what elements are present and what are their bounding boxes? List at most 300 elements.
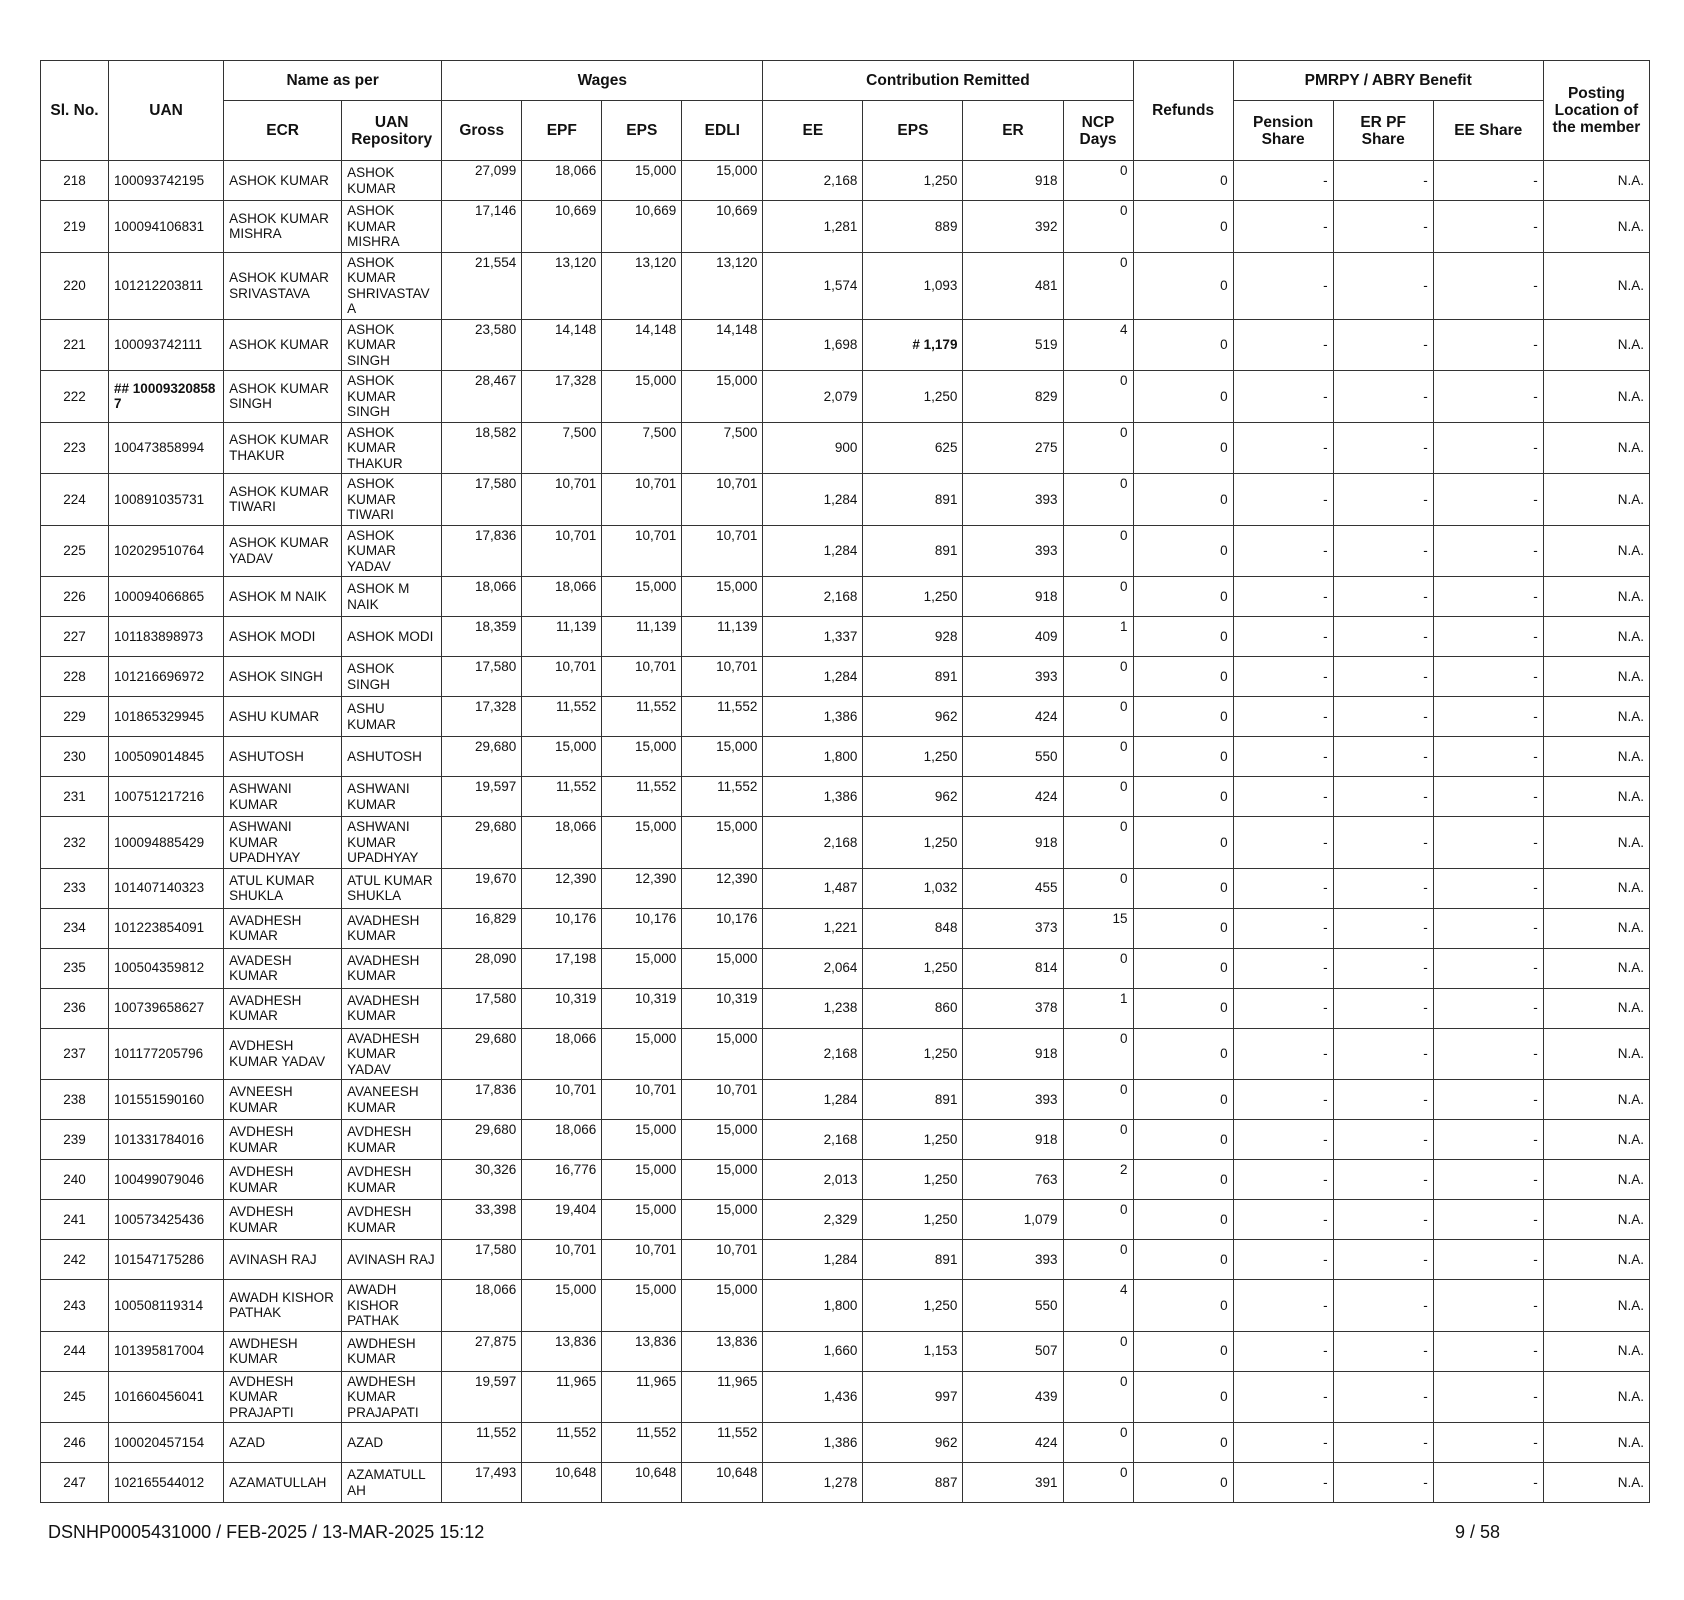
cell-contrib-eps: 1,093 xyxy=(863,252,963,319)
cell-uan: 100094885429 xyxy=(109,817,224,869)
cell-er-pf-share: - xyxy=(1333,1371,1433,1423)
cell-ecr-name: AVINASH RAJ xyxy=(224,1240,342,1280)
cell-gross: 17,580 xyxy=(442,1240,522,1280)
cell-refunds: 0 xyxy=(1133,161,1233,201)
group-name-as-per: Name as per xyxy=(224,61,442,101)
cell-refunds: 0 xyxy=(1133,948,1233,988)
cell-eps: 15,000 xyxy=(602,1160,682,1200)
cell-ee-share: - xyxy=(1433,1371,1543,1423)
cell-uan-repository-name: ASHOK MODI xyxy=(342,617,442,657)
cell-uan-repository-name: AVDHESH KUMAR xyxy=(342,1200,442,1240)
cell-ncp-days: 0 xyxy=(1063,737,1133,777)
cell-uan-repository-name: ASHOK KUMAR SINGH xyxy=(342,319,442,371)
cell-refunds: 0 xyxy=(1133,697,1233,737)
cell-er: 763 xyxy=(963,1160,1063,1200)
cell-er-pf-share: - xyxy=(1333,1423,1433,1463)
cell-eps: 14,148 xyxy=(602,319,682,371)
cell-posting-location: N.A. xyxy=(1543,1371,1649,1423)
cell-uan: 100093742195 xyxy=(109,161,224,201)
cell-er-pf-share: - xyxy=(1333,1120,1433,1160)
col-epf: EPF xyxy=(522,101,602,161)
cell-edli: 15,000 xyxy=(682,1160,763,1200)
cell-edli: 10,319 xyxy=(682,988,763,1028)
cell-uan-repository-name: ASHWANI KUMAR UPADHYAY xyxy=(342,817,442,869)
cell-uan: 101660456041 xyxy=(109,1371,224,1423)
cell-edli: 15,000 xyxy=(682,577,763,617)
cell-contrib-eps: 848 xyxy=(863,908,963,948)
cell-contrib-eps: 928 xyxy=(863,617,963,657)
cell-sl-no: 227 xyxy=(41,617,109,657)
cell-sl-no: 222 xyxy=(41,371,109,423)
cell-edli: 15,000 xyxy=(682,371,763,423)
col-er: ER xyxy=(963,101,1063,161)
cell-uan: 101865329945 xyxy=(109,697,224,737)
cell-eps: 15,000 xyxy=(602,948,682,988)
cell-sl-no: 236 xyxy=(41,988,109,1028)
cell-ee-share: - xyxy=(1433,161,1543,201)
cell-epf: 10,701 xyxy=(522,657,602,697)
cell-ee: 1,284 xyxy=(763,474,863,526)
cell-epf: 10,176 xyxy=(522,908,602,948)
cell-ee-share: - xyxy=(1433,657,1543,697)
cell-sl-no: 225 xyxy=(41,525,109,577)
cell-ncp-days: 4 xyxy=(1063,1280,1133,1332)
cell-ecr-name: AVADHESH KUMAR xyxy=(224,908,342,948)
cell-contrib-eps: 860 xyxy=(863,988,963,1028)
cell-uan: 101331784016 xyxy=(109,1120,224,1160)
cell-ee-share: - xyxy=(1433,422,1543,474)
cell-edli: 11,965 xyxy=(682,1371,763,1423)
cell-posting-location: N.A. xyxy=(1543,948,1649,988)
cell-posting-location: N.A. xyxy=(1543,657,1649,697)
cell-pension-share: - xyxy=(1233,1371,1333,1423)
cell-pension-share: - xyxy=(1233,1200,1333,1240)
cell-ecr-name: ASHOK KUMAR xyxy=(224,161,342,201)
table-row xyxy=(41,817,1650,869)
cell-ecr-name: AVADESH KUMAR xyxy=(224,948,342,988)
cell-epf: 18,066 xyxy=(522,1120,602,1160)
cell-refunds: 0 xyxy=(1133,1028,1233,1080)
cell-ncp-days: 0 xyxy=(1063,1200,1133,1240)
cell-gross: 19,597 xyxy=(442,777,522,817)
document-reference: DSNHP0005431000 / FEB-2025 / 13-MAR-2025 15:12 xyxy=(48,1522,485,1542)
cell-ecr-name: ASHOK KUMAR SRIVASTAVA xyxy=(224,252,342,319)
cell-eps: 15,000 xyxy=(602,1120,682,1160)
cell-ee-share: - xyxy=(1433,1331,1543,1371)
cell-gross: 17,580 xyxy=(442,474,522,526)
cell-contrib-eps: 891 xyxy=(863,1240,963,1280)
cell-posting-location: N.A. xyxy=(1543,525,1649,577)
cell-uan-repository-name: AZAD xyxy=(342,1423,442,1463)
cell-eps: 11,552 xyxy=(602,697,682,737)
cell-uan-repository-name: AZAMATULL AH xyxy=(342,1463,442,1503)
cell-uan-repository-name: ATUL KUMAR SHUKLA xyxy=(342,868,442,908)
cell-epf: 13,836 xyxy=(522,1331,602,1371)
cell-ncp-days: 0 xyxy=(1063,948,1133,988)
cell-sl-no: 239 xyxy=(41,1120,109,1160)
cell-eps: 10,176 xyxy=(602,908,682,948)
cell-pension-share: - xyxy=(1233,817,1333,869)
cell-epf: 11,552 xyxy=(522,1423,602,1463)
cell-ee: 1,436 xyxy=(763,1371,863,1423)
cell-edli: 11,552 xyxy=(682,697,763,737)
cell-uan: 101547175286 xyxy=(109,1240,224,1280)
table-row xyxy=(41,319,1650,371)
ecr-contribution-table xyxy=(40,60,1650,1503)
cell-uan: 102165544012 xyxy=(109,1463,224,1503)
cell-ee: 2,168 xyxy=(763,817,863,869)
cell-uan-repository-name: ASHOK KUMAR SHRIVASTAV A xyxy=(342,252,442,319)
cell-uan: 102029510764 xyxy=(109,525,224,577)
cell-contrib-eps: 1,250 xyxy=(863,1200,963,1240)
cell-uan-repository-name: ASHOK KUMAR YADAV xyxy=(342,525,442,577)
cell-contrib-eps: 625 xyxy=(863,422,963,474)
cell-uan: 101177205796 xyxy=(109,1028,224,1080)
cell-pension-share: - xyxy=(1233,1028,1333,1080)
cell-ee: 1,487 xyxy=(763,868,863,908)
cell-uan: 100094066865 xyxy=(109,577,224,617)
cell-pension-share: - xyxy=(1233,1240,1333,1280)
table-row xyxy=(41,201,1650,253)
cell-uan: 100020457154 xyxy=(109,1423,224,1463)
cell-posting-location: N.A. xyxy=(1543,371,1649,423)
cell-eps: 15,000 xyxy=(602,1200,682,1240)
cell-er: 424 xyxy=(963,1423,1063,1463)
cell-ee-share: - xyxy=(1433,617,1543,657)
cell-ee-share: - xyxy=(1433,817,1543,869)
cell-er-pf-share: - xyxy=(1333,1280,1433,1332)
cell-er-pf-share: - xyxy=(1333,1028,1433,1080)
cell-pension-share: - xyxy=(1233,252,1333,319)
cell-er-pf-share: - xyxy=(1333,1200,1433,1240)
cell-er-pf-share: - xyxy=(1333,201,1433,253)
cell-pension-share: - xyxy=(1233,737,1333,777)
cell-er: 393 xyxy=(963,1240,1063,1280)
cell-posting-location: N.A. xyxy=(1543,817,1649,869)
cell-contrib-eps: 1,250 xyxy=(863,737,963,777)
cell-posting-location: N.A. xyxy=(1543,737,1649,777)
cell-eps: 10,648 xyxy=(602,1463,682,1503)
cell-er: 391 xyxy=(963,1463,1063,1503)
cell-er-pf-share: - xyxy=(1333,988,1433,1028)
cell-ee-share: - xyxy=(1433,1028,1543,1080)
cell-gross: 17,836 xyxy=(442,1080,522,1120)
cell-gross: 18,359 xyxy=(442,617,522,657)
cell-er-pf-share: - xyxy=(1333,948,1433,988)
cell-sl-no: 238 xyxy=(41,1080,109,1120)
cell-ee: 2,064 xyxy=(763,948,863,988)
cell-pension-share: - xyxy=(1233,657,1333,697)
cell-refunds: 0 xyxy=(1133,1080,1233,1120)
cell-er: 455 xyxy=(963,868,1063,908)
cell-ee: 1,386 xyxy=(763,1423,863,1463)
cell-posting-location: N.A. xyxy=(1543,617,1649,657)
cell-gross: 23,580 xyxy=(442,319,522,371)
cell-posting-location: N.A. xyxy=(1543,161,1649,201)
cell-refunds: 0 xyxy=(1133,252,1233,319)
cell-ee: 1,660 xyxy=(763,1331,863,1371)
cell-epf: 18,066 xyxy=(522,817,602,869)
cell-edli: 12,390 xyxy=(682,868,763,908)
cell-pension-share: - xyxy=(1233,1331,1333,1371)
table-row xyxy=(41,422,1650,474)
cell-gross: 11,552 xyxy=(442,1423,522,1463)
cell-uan: 101223854091 xyxy=(109,908,224,948)
cell-refunds: 0 xyxy=(1133,1240,1233,1280)
cell-er-pf-share: - xyxy=(1333,577,1433,617)
table-row xyxy=(41,988,1650,1028)
cell-ecr-name: ASHU KUMAR xyxy=(224,697,342,737)
cell-ecr-name: AVDHESH KUMAR xyxy=(224,1160,342,1200)
cell-ncp-days: 0 xyxy=(1063,1423,1133,1463)
cell-gross: 29,680 xyxy=(442,1120,522,1160)
cell-posting-location: N.A. xyxy=(1543,1160,1649,1200)
page-number: 9 / 58 xyxy=(1455,1522,1501,1542)
cell-pension-share: - xyxy=(1233,868,1333,908)
cell-ecr-name: ASHOK MODI xyxy=(224,617,342,657)
cell-posting-location: N.A. xyxy=(1543,1120,1649,1160)
cell-er: 392 xyxy=(963,201,1063,253)
cell-er: 439 xyxy=(963,1371,1063,1423)
cell-refunds: 0 xyxy=(1133,777,1233,817)
cell-uan-repository-name: ASHOK KUMAR TIWARI xyxy=(342,474,442,526)
cell-er: 409 xyxy=(963,617,1063,657)
cell-contrib-eps: 891 xyxy=(863,657,963,697)
cell-edli: 10,669 xyxy=(682,201,763,253)
cell-eps: 10,669 xyxy=(602,201,682,253)
cell-er: 393 xyxy=(963,1080,1063,1120)
cell-epf: 10,319 xyxy=(522,988,602,1028)
cell-pension-share: - xyxy=(1233,577,1333,617)
cell-edli: 10,701 xyxy=(682,474,763,526)
cell-er-pf-share: - xyxy=(1333,161,1433,201)
cell-pension-share: - xyxy=(1233,319,1333,371)
cell-ncp-days: 0 xyxy=(1063,1371,1133,1423)
cell-uan-repository-name: ASHOK KUMAR THAKUR xyxy=(342,422,442,474)
table-header xyxy=(41,61,1650,161)
cell-ecr-name: ASHUTOSH xyxy=(224,737,342,777)
cell-gross: 27,099 xyxy=(442,161,522,201)
cell-uan-repository-name: ASHOK KUMAR SINGH xyxy=(342,371,442,423)
cell-ee-share: - xyxy=(1433,577,1543,617)
cell-edli: 11,552 xyxy=(682,777,763,817)
cell-er: 550 xyxy=(963,1280,1063,1332)
cell-eps: 15,000 xyxy=(602,1280,682,1332)
cell-er: 378 xyxy=(963,988,1063,1028)
cell-er-pf-share: - xyxy=(1333,252,1433,319)
cell-epf: 15,000 xyxy=(522,737,602,777)
cell-sl-no: 246 xyxy=(41,1423,109,1463)
cell-refunds: 0 xyxy=(1133,474,1233,526)
cell-er-pf-share: - xyxy=(1333,817,1433,869)
col-edli: EDLI xyxy=(682,101,763,161)
cell-uan: 100094106831 xyxy=(109,201,224,253)
cell-ecr-name: AVDHESH KUMAR PRAJAPTI xyxy=(224,1371,342,1423)
cell-eps: 10,701 xyxy=(602,474,682,526)
cell-sl-no: 241 xyxy=(41,1200,109,1240)
cell-ecr-name: ASHOK KUMAR YADAV xyxy=(224,525,342,577)
cell-er-pf-share: - xyxy=(1333,1160,1433,1200)
cell-uan-repository-name: AVINASH RAJ xyxy=(342,1240,442,1280)
cell-er: 424 xyxy=(963,697,1063,737)
cell-eps: 12,390 xyxy=(602,868,682,908)
cell-epf: 18,066 xyxy=(522,1028,602,1080)
cell-gross: 27,875 xyxy=(442,1331,522,1371)
cell-ee-share: - xyxy=(1433,1423,1543,1463)
col-ee: EE xyxy=(763,101,863,161)
cell-pension-share: - xyxy=(1233,1160,1333,1200)
cell-uan: ## 10009320858 7 xyxy=(109,371,224,423)
cell-uan: 100739658627 xyxy=(109,988,224,1028)
cell-gross: 29,680 xyxy=(442,737,522,777)
cell-eps: 11,552 xyxy=(602,1423,682,1463)
cell-er: 918 xyxy=(963,577,1063,617)
cell-ee-share: - xyxy=(1433,1200,1543,1240)
cell-er-pf-share: - xyxy=(1333,1463,1433,1503)
cell-posting-location: N.A. xyxy=(1543,868,1649,908)
cell-eps: 13,836 xyxy=(602,1331,682,1371)
cell-contrib-eps: 1,250 xyxy=(863,1160,963,1200)
cell-uan: 100508119314 xyxy=(109,1280,224,1332)
cell-contrib-eps: 891 xyxy=(863,474,963,526)
cell-ee: 1,386 xyxy=(763,697,863,737)
cell-gross: 17,580 xyxy=(442,988,522,1028)
cell-pension-share: - xyxy=(1233,617,1333,657)
cell-refunds: 0 xyxy=(1133,1371,1233,1423)
cell-gross: 19,670 xyxy=(442,868,522,908)
cell-edli: 15,000 xyxy=(682,1028,763,1080)
cell-ee-share: - xyxy=(1433,697,1543,737)
cell-ecr-name: ASHOK KUMAR MISHRA xyxy=(224,201,342,253)
cell-ee: 2,329 xyxy=(763,1200,863,1240)
cell-sl-no: 247 xyxy=(41,1463,109,1503)
cell-edli: 15,000 xyxy=(682,1120,763,1160)
cell-uan: 100499079046 xyxy=(109,1160,224,1200)
cell-ecr-name: AWADH KISHOR PATHAK xyxy=(224,1280,342,1332)
cell-er-pf-share: - xyxy=(1333,697,1433,737)
cell-er-pf-share: - xyxy=(1333,657,1433,697)
cell-uan-repository-name: AVDHESH KUMAR xyxy=(342,1160,442,1200)
cell-epf: 10,701 xyxy=(522,1080,602,1120)
cell-pension-share: - xyxy=(1233,474,1333,526)
cell-refunds: 0 xyxy=(1133,371,1233,423)
cell-edli: 10,701 xyxy=(682,657,763,697)
cell-er-pf-share: - xyxy=(1333,908,1433,948)
cell-posting-location: N.A. xyxy=(1543,1463,1649,1503)
cell-sl-no: 242 xyxy=(41,1240,109,1280)
cell-ecr-name: ASHOK KUMAR TIWARI xyxy=(224,474,342,526)
cell-sl-no: 235 xyxy=(41,948,109,988)
cell-refunds: 0 xyxy=(1133,1120,1233,1160)
cell-pension-share: - xyxy=(1233,201,1333,253)
cell-uan: 101395817004 xyxy=(109,1331,224,1371)
table-row xyxy=(41,577,1650,617)
cell-er: 550 xyxy=(963,737,1063,777)
cell-er-pf-share: - xyxy=(1333,319,1433,371)
cell-refunds: 0 xyxy=(1133,201,1233,253)
table-row xyxy=(41,868,1650,908)
cell-refunds: 0 xyxy=(1133,1200,1233,1240)
cell-epf: 11,965 xyxy=(522,1371,602,1423)
cell-uan-repository-name: AVDHESH KUMAR xyxy=(342,1120,442,1160)
table-row xyxy=(41,657,1650,697)
cell-uan: 101183898973 xyxy=(109,617,224,657)
cell-gross: 18,066 xyxy=(442,577,522,617)
cell-posting-location: N.A. xyxy=(1543,1331,1649,1371)
cell-uan-repository-name: AWDHESH KUMAR xyxy=(342,1331,442,1371)
cell-ecr-name: AVDHESH KUMAR YADAV xyxy=(224,1028,342,1080)
cell-ncp-days: 0 xyxy=(1063,371,1133,423)
cell-gross: 28,090 xyxy=(442,948,522,988)
cell-epf: 11,139 xyxy=(522,617,602,657)
table-row xyxy=(41,474,1650,526)
cell-ee-share: - xyxy=(1433,1120,1543,1160)
cell-ecr-name: AZAMATULLAH xyxy=(224,1463,342,1503)
cell-pension-share: - xyxy=(1233,1120,1333,1160)
cell-ncp-days: 1 xyxy=(1063,988,1133,1028)
table-row xyxy=(41,161,1650,201)
cell-gross: 17,493 xyxy=(442,1463,522,1503)
cell-uan-repository-name: ASHOK SINGH xyxy=(342,657,442,697)
cell-uan: 100891035731 xyxy=(109,474,224,526)
cell-ee: 2,168 xyxy=(763,161,863,201)
cell-ncp-days: 0 xyxy=(1063,161,1133,201)
cell-eps: 10,319 xyxy=(602,988,682,1028)
cell-ecr-name: AVNEESH KUMAR xyxy=(224,1080,342,1120)
cell-posting-location: N.A. xyxy=(1543,1200,1649,1240)
cell-ncp-days: 0 xyxy=(1063,474,1133,526)
cell-posting-location: N.A. xyxy=(1543,1423,1649,1463)
cell-contrib-eps: 1,250 xyxy=(863,1120,963,1160)
cell-eps: 15,000 xyxy=(602,577,682,617)
cell-edli: 10,648 xyxy=(682,1463,763,1503)
group-contribution-remitted: Contribution Remitted xyxy=(763,61,1133,101)
cell-ee: 1,284 xyxy=(763,1240,863,1280)
cell-posting-location: N.A. xyxy=(1543,201,1649,253)
cell-ee-share: - xyxy=(1433,525,1543,577)
group-wages: Wages xyxy=(442,61,763,101)
cell-gross: 29,680 xyxy=(442,817,522,869)
cell-uan-repository-name: ASHWANI KUMAR xyxy=(342,777,442,817)
cell-pension-share: - xyxy=(1233,1280,1333,1332)
cell-ncp-days: 0 xyxy=(1063,1463,1133,1503)
cell-edli: 7,500 xyxy=(682,422,763,474)
cell-posting-location: N.A. xyxy=(1543,319,1649,371)
cell-gross: 29,680 xyxy=(442,1028,522,1080)
cell-refunds: 0 xyxy=(1133,817,1233,869)
cell-edli: 10,701 xyxy=(682,525,763,577)
cell-edli: 13,120 xyxy=(682,252,763,319)
col-uan: UAN xyxy=(109,61,224,161)
cell-ncp-days: 0 xyxy=(1063,422,1133,474)
cell-posting-location: N.A. xyxy=(1543,988,1649,1028)
cell-epf: 10,669 xyxy=(522,201,602,253)
cell-uan-repository-name: AWADH KISHOR PATHAK xyxy=(342,1280,442,1332)
cell-refunds: 0 xyxy=(1133,319,1233,371)
cell-posting-location: N.A. xyxy=(1543,577,1649,617)
cell-ee: 1,574 xyxy=(763,252,863,319)
cell-ee-share: - xyxy=(1433,1240,1543,1280)
cell-ecr-name: ASHWANI KUMAR xyxy=(224,777,342,817)
cell-uan-repository-name: AVANEESH KUMAR xyxy=(342,1080,442,1120)
cell-sl-no: 232 xyxy=(41,817,109,869)
table-row xyxy=(41,1331,1650,1371)
table-row xyxy=(41,1080,1650,1120)
table-row xyxy=(41,617,1650,657)
cell-contrib-eps: 1,250 xyxy=(863,1028,963,1080)
cell-edli: 13,836 xyxy=(682,1331,763,1371)
cell-uan: 101551590160 xyxy=(109,1080,224,1120)
